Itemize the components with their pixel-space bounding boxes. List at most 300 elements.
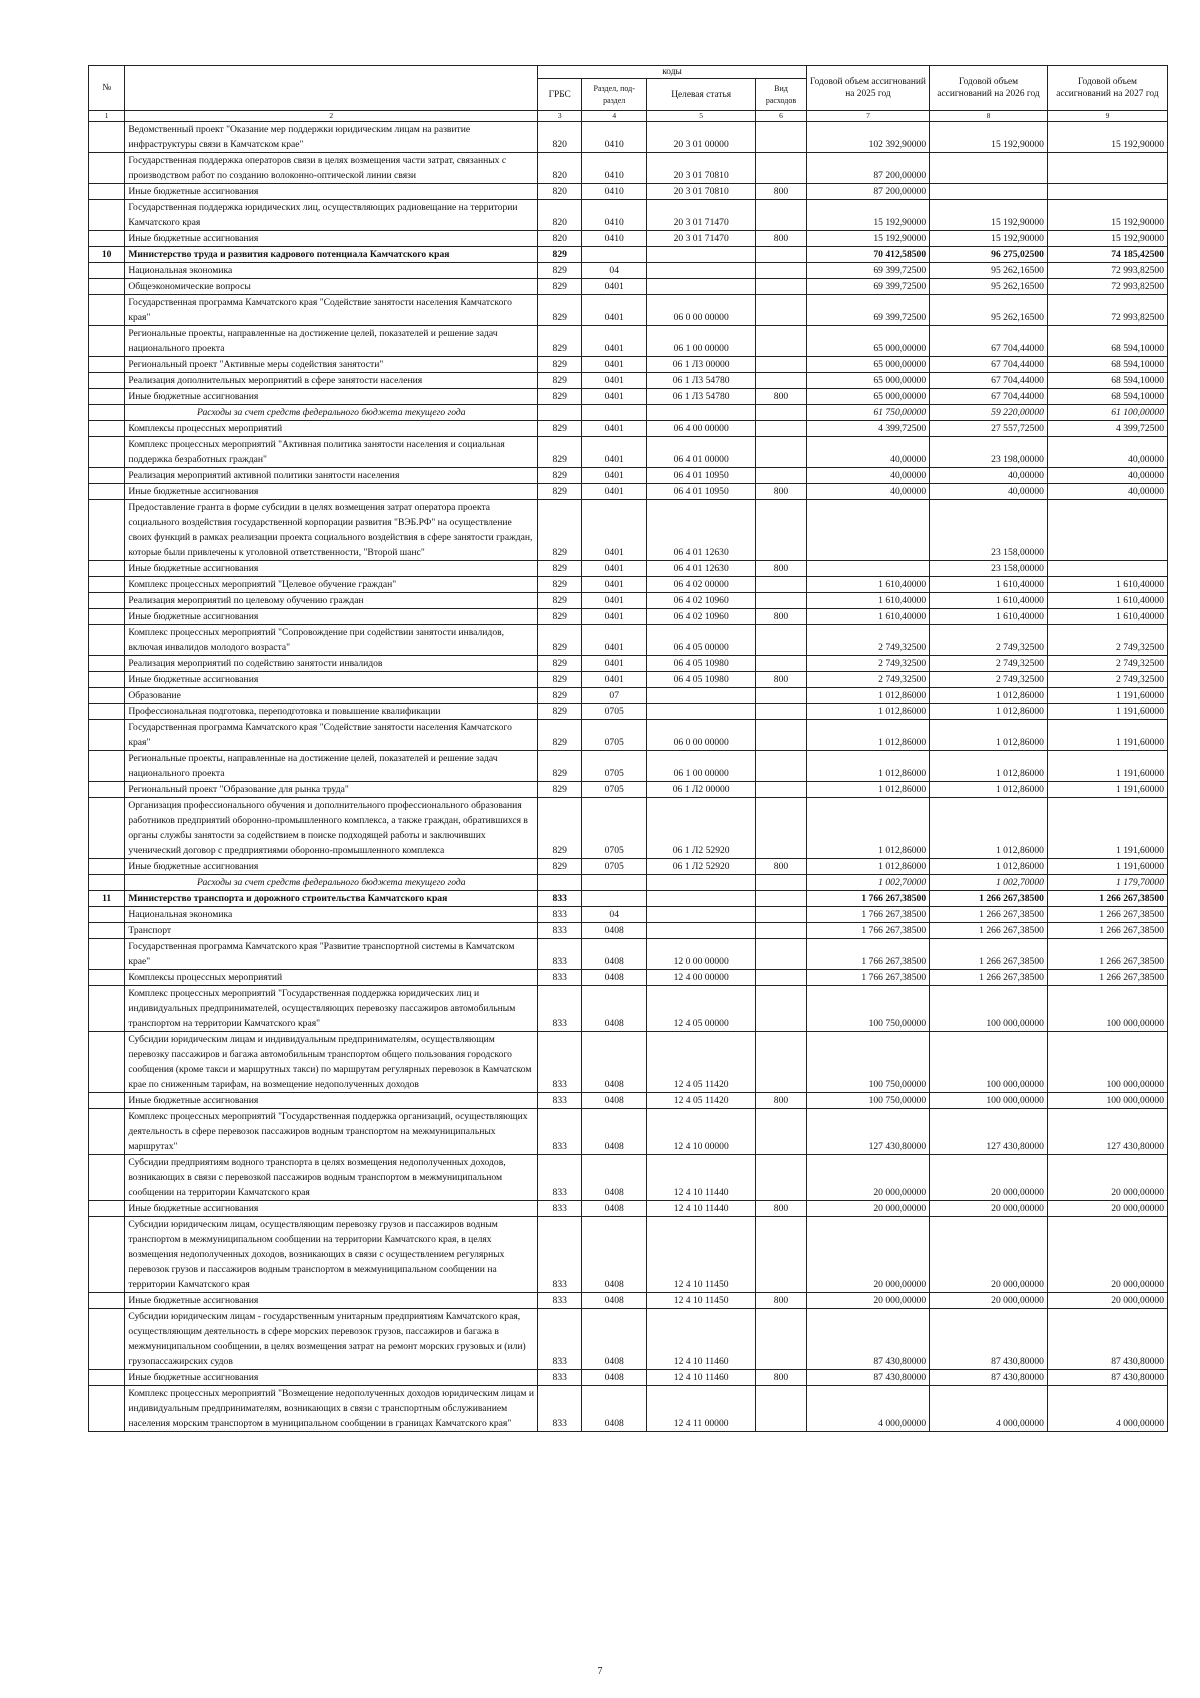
row-value-2027: 1 266 267,38500 xyxy=(1047,939,1167,970)
row-value-2026: 1 610,40000 xyxy=(930,593,1048,609)
row-value-2025: 65 000,00000 xyxy=(806,357,929,373)
row-value-2026: 1 012,86000 xyxy=(930,859,1048,875)
row-expense-type: 800 xyxy=(756,609,807,625)
row-value-2025: 20 000,00000 xyxy=(806,1155,929,1201)
row-number xyxy=(89,970,125,986)
row-value-2025: 20 000,00000 xyxy=(806,1293,929,1309)
row-section: 0408 xyxy=(582,1370,647,1386)
row-expense-type: 800 xyxy=(756,484,807,500)
row-expense-type xyxy=(756,1217,807,1293)
row-value-2026: 1 266 267,38500 xyxy=(930,970,1048,986)
row-value-2027: 72 993,82500 xyxy=(1047,263,1167,279)
row-value-2026: 1 012,86000 xyxy=(930,751,1048,782)
row-grbs: 829 xyxy=(538,672,582,688)
row-section: 0401 xyxy=(582,609,647,625)
row-value-2027 xyxy=(1047,500,1167,561)
row-name: Министерство транспорта и дорожного строительства Камчатского края xyxy=(125,891,538,907)
row-value-2026: 1 266 267,38500 xyxy=(930,891,1048,907)
col-number: 4 xyxy=(582,111,647,122)
row-value-2025: 100 750,00000 xyxy=(806,1032,929,1093)
row-value-2025: 4 000,00000 xyxy=(806,1386,929,1432)
table-row xyxy=(89,484,1168,500)
row-section: 0401 xyxy=(582,437,647,468)
row-value-2026: 2 749,32500 xyxy=(930,625,1048,656)
table-row xyxy=(89,373,1168,389)
row-section: 0705 xyxy=(582,704,647,720)
row-name: Региональные проекты, направленные на достижение целей, показателей и решение задач национального проекта xyxy=(125,326,538,357)
row-number xyxy=(89,405,125,421)
row-grbs: 820 xyxy=(538,184,582,200)
row-grbs: 829 xyxy=(538,357,582,373)
row-target: 12 4 10 11440 xyxy=(647,1201,756,1217)
row-target xyxy=(647,405,756,421)
row-target: 12 0 00 00000 xyxy=(647,939,756,970)
row-expense-type xyxy=(756,577,807,593)
row-name: Субсидии юридическим лицам, осуществляющим перевозку грузов и пассажиров водным транспортом в межмуниципальном сообщении на территории Камчатского края, в целях возмещения недополученных доходов, возникающих в связи с осуществлением регулярных перевозок грузов и пассажиров водным транспортом в межмуниципальном сообщении на территории Камчатского края xyxy=(125,1217,538,1293)
row-value-2027: 1 266 267,38500 xyxy=(1047,970,1167,986)
row-value-2027: 4 399,72500 xyxy=(1047,421,1167,437)
row-name: Иные бюджетные ассигнования xyxy=(125,1201,538,1217)
row-expense-type xyxy=(756,656,807,672)
row-section: 0410 xyxy=(582,122,647,153)
row-number: 10 xyxy=(89,247,125,263)
row-value-2026: 67 704,44000 xyxy=(930,389,1048,405)
row-name: Иные бюджетные ассигнования xyxy=(125,1093,538,1109)
row-grbs: 829 xyxy=(538,798,582,859)
row-name: Государственная поддержка операторов связи в целях возмещения части затрат, связанных с производством работ по созданию волоконно-оптической линии связи xyxy=(125,153,538,184)
row-value-2025: 1 610,40000 xyxy=(806,577,929,593)
table-row xyxy=(89,122,1168,153)
row-value-2025: 1 012,86000 xyxy=(806,704,929,720)
row-target: 06 1 Л2 52920 xyxy=(647,859,756,875)
row-section: 0401 xyxy=(582,561,647,577)
row-grbs: 833 xyxy=(538,1293,582,1309)
row-value-2026: 20 000,00000 xyxy=(930,1293,1048,1309)
row-value-2025: 40,00000 xyxy=(806,468,929,484)
row-value-2027: 1 266 267,38500 xyxy=(1047,891,1167,907)
row-expense-type xyxy=(756,153,807,184)
row-value-2025: 4 399,72500 xyxy=(806,421,929,437)
row-value-2027: 87 430,80000 xyxy=(1047,1370,1167,1386)
row-target xyxy=(647,875,756,891)
federal-expense-row xyxy=(89,405,1168,421)
header-expense-type: Вид расходов xyxy=(756,79,807,111)
row-value-2026: 23 158,00000 xyxy=(930,561,1048,577)
row-expense-type xyxy=(756,1309,807,1370)
row-value-2025: 87 200,00000 xyxy=(806,153,929,184)
row-name: Реализация мероприятий по целевому обучению граждан xyxy=(125,593,538,609)
row-grbs: 833 xyxy=(538,1093,582,1109)
col-number: 1 xyxy=(89,111,125,122)
row-expense-type xyxy=(756,891,807,907)
row-target: 06 4 00 00000 xyxy=(647,421,756,437)
row-number xyxy=(89,907,125,923)
row-value-2025: 87 430,80000 xyxy=(806,1309,929,1370)
row-number xyxy=(89,704,125,720)
row-value-2027: 15 192,90000 xyxy=(1047,200,1167,231)
row-number xyxy=(89,1201,125,1217)
row-number xyxy=(89,656,125,672)
row-value-2025: 61 750,00000 xyxy=(806,405,929,421)
table-row xyxy=(89,1155,1168,1201)
row-expense-type xyxy=(756,500,807,561)
row-value-2025: 69 399,72500 xyxy=(806,263,929,279)
row-target xyxy=(647,688,756,704)
row-grbs: 829 xyxy=(538,247,582,263)
row-value-2027: 2 749,32500 xyxy=(1047,656,1167,672)
row-target: 12 4 10 11450 xyxy=(647,1293,756,1309)
row-number xyxy=(89,923,125,939)
table-row xyxy=(89,688,1168,704)
row-value-2027: 40,00000 xyxy=(1047,484,1167,500)
row-name: Министерство труда и развития кадрового потенциала Камчатского края xyxy=(125,247,538,263)
row-value-2027: 20 000,00000 xyxy=(1047,1217,1167,1293)
row-expense-type: 800 xyxy=(756,859,807,875)
row-target: 20 3 01 70810 xyxy=(647,184,756,200)
row-value-2025: 1 012,86000 xyxy=(806,720,929,751)
row-name: Общеэкономические вопросы xyxy=(125,279,538,295)
row-expense-type: 800 xyxy=(756,1093,807,1109)
row-grbs: 829 xyxy=(538,561,582,577)
row-section: 0408 xyxy=(582,1293,647,1309)
row-number xyxy=(89,373,125,389)
row-grbs: 829 xyxy=(538,295,582,326)
row-number xyxy=(89,421,125,437)
row-expense-type xyxy=(756,295,807,326)
row-expense-type xyxy=(756,782,807,798)
row-grbs: 820 xyxy=(538,231,582,247)
row-value-2026: 15 192,90000 xyxy=(930,200,1048,231)
row-value-2025: 69 399,72500 xyxy=(806,295,929,326)
row-section: 0408 xyxy=(582,939,647,970)
row-expense-type xyxy=(756,751,807,782)
row-expense-type xyxy=(756,907,807,923)
row-number xyxy=(89,231,125,247)
header-vol-2026: Годовой объем ассигнований на 2026 год xyxy=(930,66,1048,111)
row-value-2026: 87 430,80000 xyxy=(930,1370,1048,1386)
row-name: Иные бюджетные ассигнования xyxy=(125,561,538,577)
row-target: 06 1 00 00000 xyxy=(647,326,756,357)
col-number: 2 xyxy=(125,111,538,122)
table-row xyxy=(89,656,1168,672)
row-value-2025 xyxy=(806,561,929,577)
row-grbs: 829 xyxy=(538,263,582,279)
header-name-blank xyxy=(125,66,538,111)
row-value-2026: 1 610,40000 xyxy=(930,609,1048,625)
row-grbs: 829 xyxy=(538,373,582,389)
row-grbs: 829 xyxy=(538,468,582,484)
row-name: Иные бюджетные ассигнования xyxy=(125,389,538,405)
row-value-2025: 15 192,90000 xyxy=(806,231,929,247)
row-name: Субсидии юридическим лицам - государственным унитарным предприятиям Камчатского края, осуществляющим деятельность в сфере морских перевозок грузов, пассажиров и багажа в межмуниципальном сообщении, в целях возмещения затрат на ремонт морских грузовых и (или) грузопассажирских судов xyxy=(125,1309,538,1370)
row-value-2025: 2 749,32500 xyxy=(806,625,929,656)
row-section: 0408 xyxy=(582,1093,647,1109)
row-name: Расходы за счет средств федерального бюджета текущего года xyxy=(125,405,538,421)
row-value-2025: 1 012,86000 xyxy=(806,751,929,782)
row-value-2027: 1 191,60000 xyxy=(1047,720,1167,751)
row-section: 07 xyxy=(582,688,647,704)
row-value-2027: 1 610,40000 xyxy=(1047,609,1167,625)
row-value-2026: 1 012,86000 xyxy=(930,782,1048,798)
row-value-2027: 1 191,60000 xyxy=(1047,782,1167,798)
row-value-2027: 127 430,80000 xyxy=(1047,1109,1167,1155)
row-target: 06 0 00 00000 xyxy=(647,720,756,751)
row-value-2026: 15 192,90000 xyxy=(930,231,1048,247)
row-value-2025: 1 012,86000 xyxy=(806,859,929,875)
table-row xyxy=(89,437,1168,468)
row-target: 06 4 01 10950 xyxy=(647,484,756,500)
row-value-2027: 4 000,00000 xyxy=(1047,1386,1167,1432)
table-row xyxy=(89,593,1168,609)
row-target: 06 1 00 00000 xyxy=(647,751,756,782)
row-target: 12 4 05 00000 xyxy=(647,986,756,1032)
table-row xyxy=(89,1309,1168,1370)
row-number xyxy=(89,1217,125,1293)
row-value-2025: 65 000,00000 xyxy=(806,326,929,357)
row-name: Региональные проекты, направленные на достижение целей, показателей и решение задач национального проекта xyxy=(125,751,538,782)
row-value-2027 xyxy=(1047,153,1167,184)
row-target xyxy=(647,907,756,923)
row-number xyxy=(89,1032,125,1093)
row-target: 06 4 01 12630 xyxy=(647,500,756,561)
table-row xyxy=(89,751,1168,782)
row-value-2025: 2 749,32500 xyxy=(806,672,929,688)
row-expense-type xyxy=(756,263,807,279)
row-number: 11 xyxy=(89,891,125,907)
row-expense-type: 800 xyxy=(756,1370,807,1386)
table-row xyxy=(89,1217,1168,1293)
row-section: 0401 xyxy=(582,279,647,295)
row-value-2027: 1 191,60000 xyxy=(1047,688,1167,704)
row-section: 0408 xyxy=(582,1386,647,1432)
row-value-2027: 1 610,40000 xyxy=(1047,577,1167,593)
table-row xyxy=(89,200,1168,231)
row-value-2027: 15 192,90000 xyxy=(1047,122,1167,153)
row-number xyxy=(89,1109,125,1155)
row-name: Иные бюджетные ассигнования xyxy=(125,484,538,500)
row-number xyxy=(89,295,125,326)
row-expense-type xyxy=(756,798,807,859)
row-expense-type: 800 xyxy=(756,672,807,688)
row-target: 06 1 Л3 54780 xyxy=(647,373,756,389)
row-section: 04 xyxy=(582,263,647,279)
row-value-2027: 74 185,42500 xyxy=(1047,247,1167,263)
row-section: 0401 xyxy=(582,295,647,326)
row-value-2026: 20 000,00000 xyxy=(930,1155,1048,1201)
row-grbs: 833 xyxy=(538,1370,582,1386)
row-target: 12 4 10 11460 xyxy=(647,1370,756,1386)
row-value-2025: 1 766 267,38500 xyxy=(806,907,929,923)
row-value-2025: 127 430,80000 xyxy=(806,1109,929,1155)
row-section: 04 xyxy=(582,907,647,923)
row-value-2027 xyxy=(1047,561,1167,577)
row-grbs: 829 xyxy=(538,720,582,751)
row-number xyxy=(89,782,125,798)
row-number xyxy=(89,1370,125,1386)
row-grbs: 833 xyxy=(538,970,582,986)
row-number xyxy=(89,437,125,468)
row-section: 0401 xyxy=(582,656,647,672)
row-number xyxy=(89,1155,125,1201)
table-row xyxy=(89,923,1168,939)
row-value-2026: 95 262,16500 xyxy=(930,295,1048,326)
row-name: Национальная экономика xyxy=(125,907,538,923)
row-value-2026: 2 749,32500 xyxy=(930,656,1048,672)
row-section: 0408 xyxy=(582,1201,647,1217)
table-row xyxy=(89,263,1168,279)
row-value-2025: 65 000,00000 xyxy=(806,389,929,405)
row-target: 12 4 10 00000 xyxy=(647,1109,756,1155)
row-target: 20 3 01 00000 xyxy=(647,122,756,153)
table-row xyxy=(89,1032,1168,1093)
row-section: 0705 xyxy=(582,751,647,782)
row-grbs: 833 xyxy=(538,1155,582,1201)
row-value-2027: 20 000,00000 xyxy=(1047,1293,1167,1309)
table-row xyxy=(89,1109,1168,1155)
row-value-2026: 1 012,86000 xyxy=(930,798,1048,859)
row-target: 12 4 05 11420 xyxy=(647,1093,756,1109)
col-number: 6 xyxy=(756,111,807,122)
row-number xyxy=(89,184,125,200)
row-target: 12 4 05 11420 xyxy=(647,1032,756,1093)
table-row xyxy=(89,231,1168,247)
table-row xyxy=(89,577,1168,593)
row-section: 0408 xyxy=(582,1109,647,1155)
row-value-2026: 40,00000 xyxy=(930,484,1048,500)
row-number xyxy=(89,986,125,1032)
row-grbs: 829 xyxy=(538,421,582,437)
row-expense-type xyxy=(756,200,807,231)
row-name: Профессиональная подготовка, переподготовка и повышение квалификации xyxy=(125,704,538,720)
row-value-2027: 68 594,10000 xyxy=(1047,389,1167,405)
header-grbs: ГРБС xyxy=(538,79,582,111)
row-value-2025: 1 766 267,38500 xyxy=(806,923,929,939)
row-value-2025: 1 610,40000 xyxy=(806,609,929,625)
row-expense-type: 800 xyxy=(756,1293,807,1309)
row-name: Региональный проект "Образование для рынка труда" xyxy=(125,782,538,798)
row-value-2027: 1 191,60000 xyxy=(1047,798,1167,859)
row-grbs: 833 xyxy=(538,986,582,1032)
row-section: 0408 xyxy=(582,986,647,1032)
row-section: 0401 xyxy=(582,484,647,500)
row-target: 12 4 11 00000 xyxy=(647,1386,756,1432)
table-row xyxy=(89,609,1168,625)
row-value-2027 xyxy=(1047,184,1167,200)
row-value-2025: 1 766 267,38500 xyxy=(806,970,929,986)
header-vol-2027: Годовой объем ассигнований на 2027 год xyxy=(1047,66,1167,111)
row-value-2027: 100 000,00000 xyxy=(1047,1093,1167,1109)
table-row xyxy=(89,939,1168,970)
row-number xyxy=(89,326,125,357)
row-grbs: 833 xyxy=(538,1109,582,1155)
row-value-2026: 27 557,72500 xyxy=(930,421,1048,437)
row-number xyxy=(89,1293,125,1309)
row-expense-type: 800 xyxy=(756,561,807,577)
row-grbs: 833 xyxy=(538,1201,582,1217)
row-grbs: 833 xyxy=(538,1309,582,1370)
row-section: 0705 xyxy=(582,859,647,875)
row-expense-type xyxy=(756,357,807,373)
row-section: 0401 xyxy=(582,468,647,484)
row-name: Национальная экономика xyxy=(125,263,538,279)
row-name: Иные бюджетные ассигнования xyxy=(125,859,538,875)
row-expense-type xyxy=(756,279,807,295)
row-value-2027: 68 594,10000 xyxy=(1047,357,1167,373)
row-name: Транспорт xyxy=(125,923,538,939)
row-target: 06 4 05 00000 xyxy=(647,625,756,656)
col-number: 3 xyxy=(538,111,582,122)
row-grbs: 833 xyxy=(538,1386,582,1432)
row-value-2025: 1 012,86000 xyxy=(806,688,929,704)
row-value-2026: 23 198,00000 xyxy=(930,437,1048,468)
row-value-2027: 1 191,60000 xyxy=(1047,704,1167,720)
row-value-2027: 72 993,82500 xyxy=(1047,279,1167,295)
row-target: 06 4 05 10980 xyxy=(647,656,756,672)
row-grbs: 833 xyxy=(538,923,582,939)
table-row xyxy=(89,1201,1168,1217)
col-number: 9 xyxy=(1047,111,1167,122)
row-grbs: 829 xyxy=(538,704,582,720)
row-section: 0408 xyxy=(582,1032,647,1093)
row-section: 0410 xyxy=(582,184,647,200)
row-expense-type xyxy=(756,326,807,357)
row-value-2026: 127 430,80000 xyxy=(930,1109,1048,1155)
table-body xyxy=(89,122,1168,1432)
row-expense-type xyxy=(756,405,807,421)
row-number xyxy=(89,593,125,609)
row-value-2025: 1 610,40000 xyxy=(806,593,929,609)
row-value-2026: 67 704,44000 xyxy=(930,326,1048,357)
row-value-2026: 67 704,44000 xyxy=(930,357,1048,373)
row-name: Предоставление гранта в форме субсидии в целях возмещения затрат оператора проекта социального воздействия государственной корпорации развития "ВЭБ.РФ" на осуществление своих функций в рамках реализации проекта социального воздействия в сфере занятости граждан, которые были привлечены к уголовной ответственности, "Второй шанс" xyxy=(125,500,538,561)
row-target xyxy=(647,263,756,279)
row-section: 0408 xyxy=(582,923,647,939)
row-value-2027: 1 610,40000 xyxy=(1047,593,1167,609)
row-section xyxy=(582,891,647,907)
row-section xyxy=(582,405,647,421)
row-expense-type xyxy=(756,986,807,1032)
row-section: 0401 xyxy=(582,593,647,609)
row-grbs: 829 xyxy=(538,656,582,672)
header-codes: коды xyxy=(538,66,807,79)
row-value-2026: 4 000,00000 xyxy=(930,1386,1048,1432)
row-grbs: 829 xyxy=(538,688,582,704)
row-value-2025: 100 750,00000 xyxy=(806,986,929,1032)
row-value-2026: 100 000,00000 xyxy=(930,986,1048,1032)
row-expense-type: 800 xyxy=(756,184,807,200)
row-value-2027: 40,00000 xyxy=(1047,468,1167,484)
row-name: Реализация дополнительных мероприятий в сфере занятости населения xyxy=(125,373,538,389)
row-target xyxy=(647,923,756,939)
row-value-2026: 20 000,00000 xyxy=(930,1217,1048,1293)
row-number xyxy=(89,357,125,373)
row-expense-type xyxy=(756,1109,807,1155)
row-target: 12 4 10 11440 xyxy=(647,1155,756,1201)
row-section xyxy=(582,247,647,263)
row-target: 06 4 02 10960 xyxy=(647,593,756,609)
row-expense-type xyxy=(756,1032,807,1093)
table-row xyxy=(89,720,1168,751)
row-section: 0408 xyxy=(582,1217,647,1293)
row-name: Комплекс процессных мероприятий "Сопровождение при содействии занятости инвалидов, включая инвалидов молодого возраста" xyxy=(125,625,538,656)
row-target: 06 4 01 00000 xyxy=(647,437,756,468)
col-number: 8 xyxy=(930,111,1048,122)
row-name: Реализация мероприятий по содействию занятости инвалидов xyxy=(125,656,538,672)
table-row xyxy=(89,907,1168,923)
row-name: Иные бюджетные ассигнования xyxy=(125,672,538,688)
row-value-2026: 67 704,44000 xyxy=(930,373,1048,389)
row-number xyxy=(89,798,125,859)
